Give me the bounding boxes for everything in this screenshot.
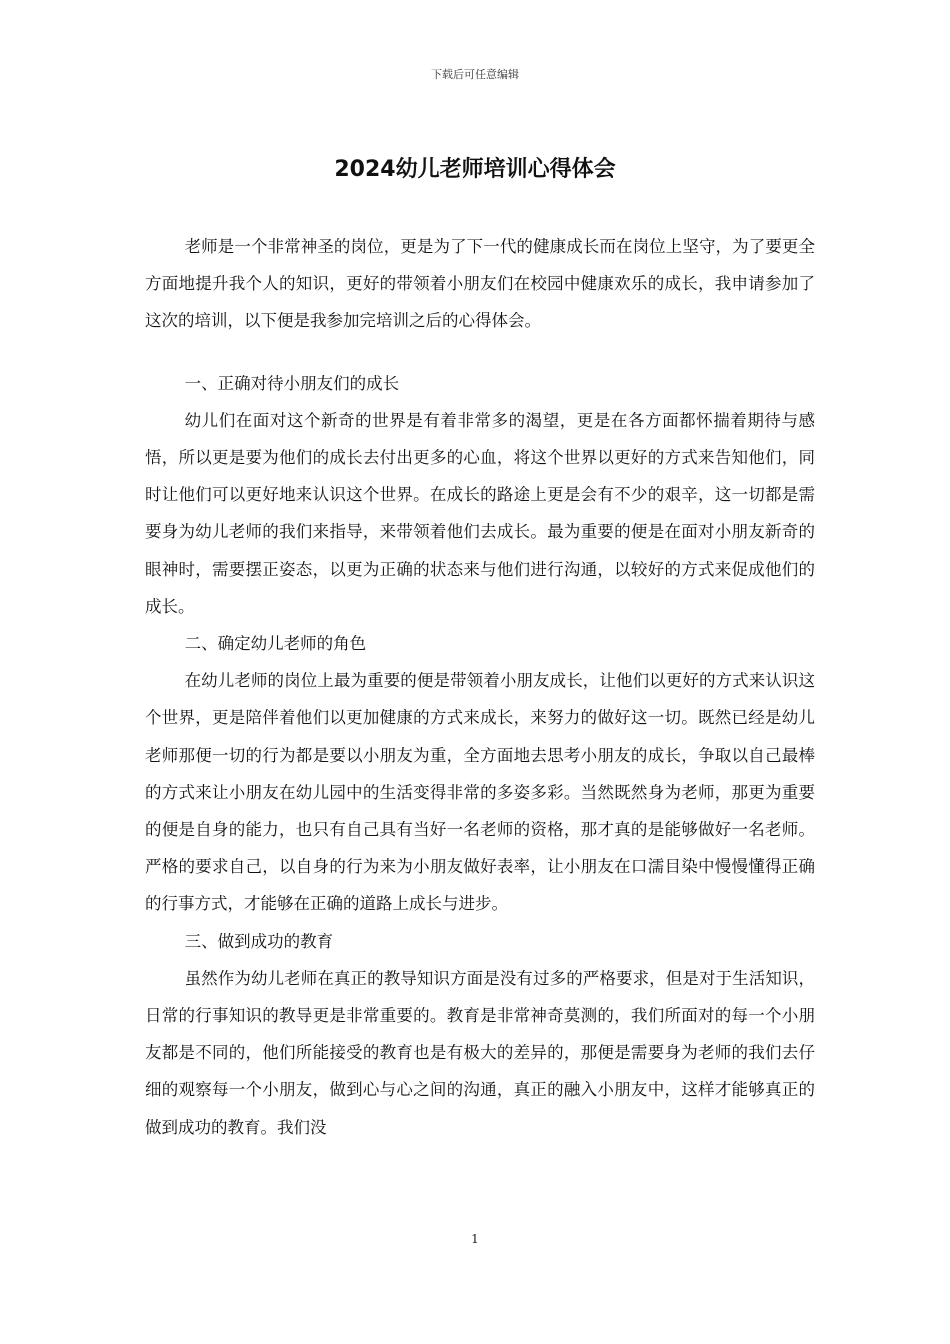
header-note: 下载后可任意编辑 (431, 68, 519, 81)
section-paragraph-3: 虽然作为幼儿老师在真正的教导知识方面是没有过多的严格要求，但是对于生活知识，日常的行事知识的教导更是非常重要的。教育是非常神奇莫测的，我们所面对的每一个小朋友都是不同的，他们所能接受的教育也是有极大的差异的，那便是需要身为老师的我们去仔细的观察每一个小朋友，做到心与心之间的沟通，真正的融入小朋友中，这样才能够真正的做到成功的教育。我们没 (145, 968, 815, 1137)
intro-paragraph: 老师是一个非常神圣的岗位，更是为了下一代的健康成长而在岗位上坚守，为了要更全方面地提升我个人的知识，更好的带领着小朋友们在校园中健康欢乐的成长，我申请参加了这次的培训，以下便是我参加完培训之后的心得体会。 (145, 237, 815, 331)
section-paragraph-2: 在幼儿老师的岗位上最为重要的便是带领着小朋友成长，让他们以更好的方式来认识这个世界，更是陪伴着他们以更加健康的方式来成长，来努力的做好这一切。既然已经是幼儿老师那便一切的行为都是要以小朋友为重，全方面地去思考小朋友的成长，争取以自己最棒的方式来让小朋友在幼儿园中的生活变得非常的多姿多彩。当然既然身为老师，那更为重要的便是自身的能力，也只有自己具有当好一名老师的资格，那才真的是能够做好一名老师。严格的要求自己，以自身的行为来为小朋友做好表率，让小朋友在口濡目染中慢慢懂得正确的行事方式，才能够在正确的道路上成长与进步。 (145, 671, 815, 914)
document-title: 2024幼儿老师培训心得体会 (334, 157, 616, 182)
page-number: 1 (471, 1232, 479, 1246)
section-heading-1: 一、正确对待小朋友们的成长 (184, 373, 400, 393)
document-body (145, 228, 815, 1146)
section-heading-2: 二、确定幼儿老师的角色 (184, 634, 367, 654)
section-heading-3: 三、做到成功的教育 (184, 931, 334, 951)
section-paragraph-1: 幼儿们在面对这个新奇的世界是有着非常多的渴望，更是在各方面都怀揣着期待与感悟，所以更是要为他们的成长去付出更多的心血，将这个世界以更好的方式来告知他们，同时让他们可以更好地来认识这个世界。在成长的路途上更是会有不少的艰辛，这一切都是需要身为幼儿老师的我们来指导，来带领着他们去成长。最为重要的便是在面对小朋友新奇的眼神时，需要摆正姿态，以更为正确的状态来与他们进行沟通，以较好的方式来促成他们的成长。 (145, 410, 815, 616)
